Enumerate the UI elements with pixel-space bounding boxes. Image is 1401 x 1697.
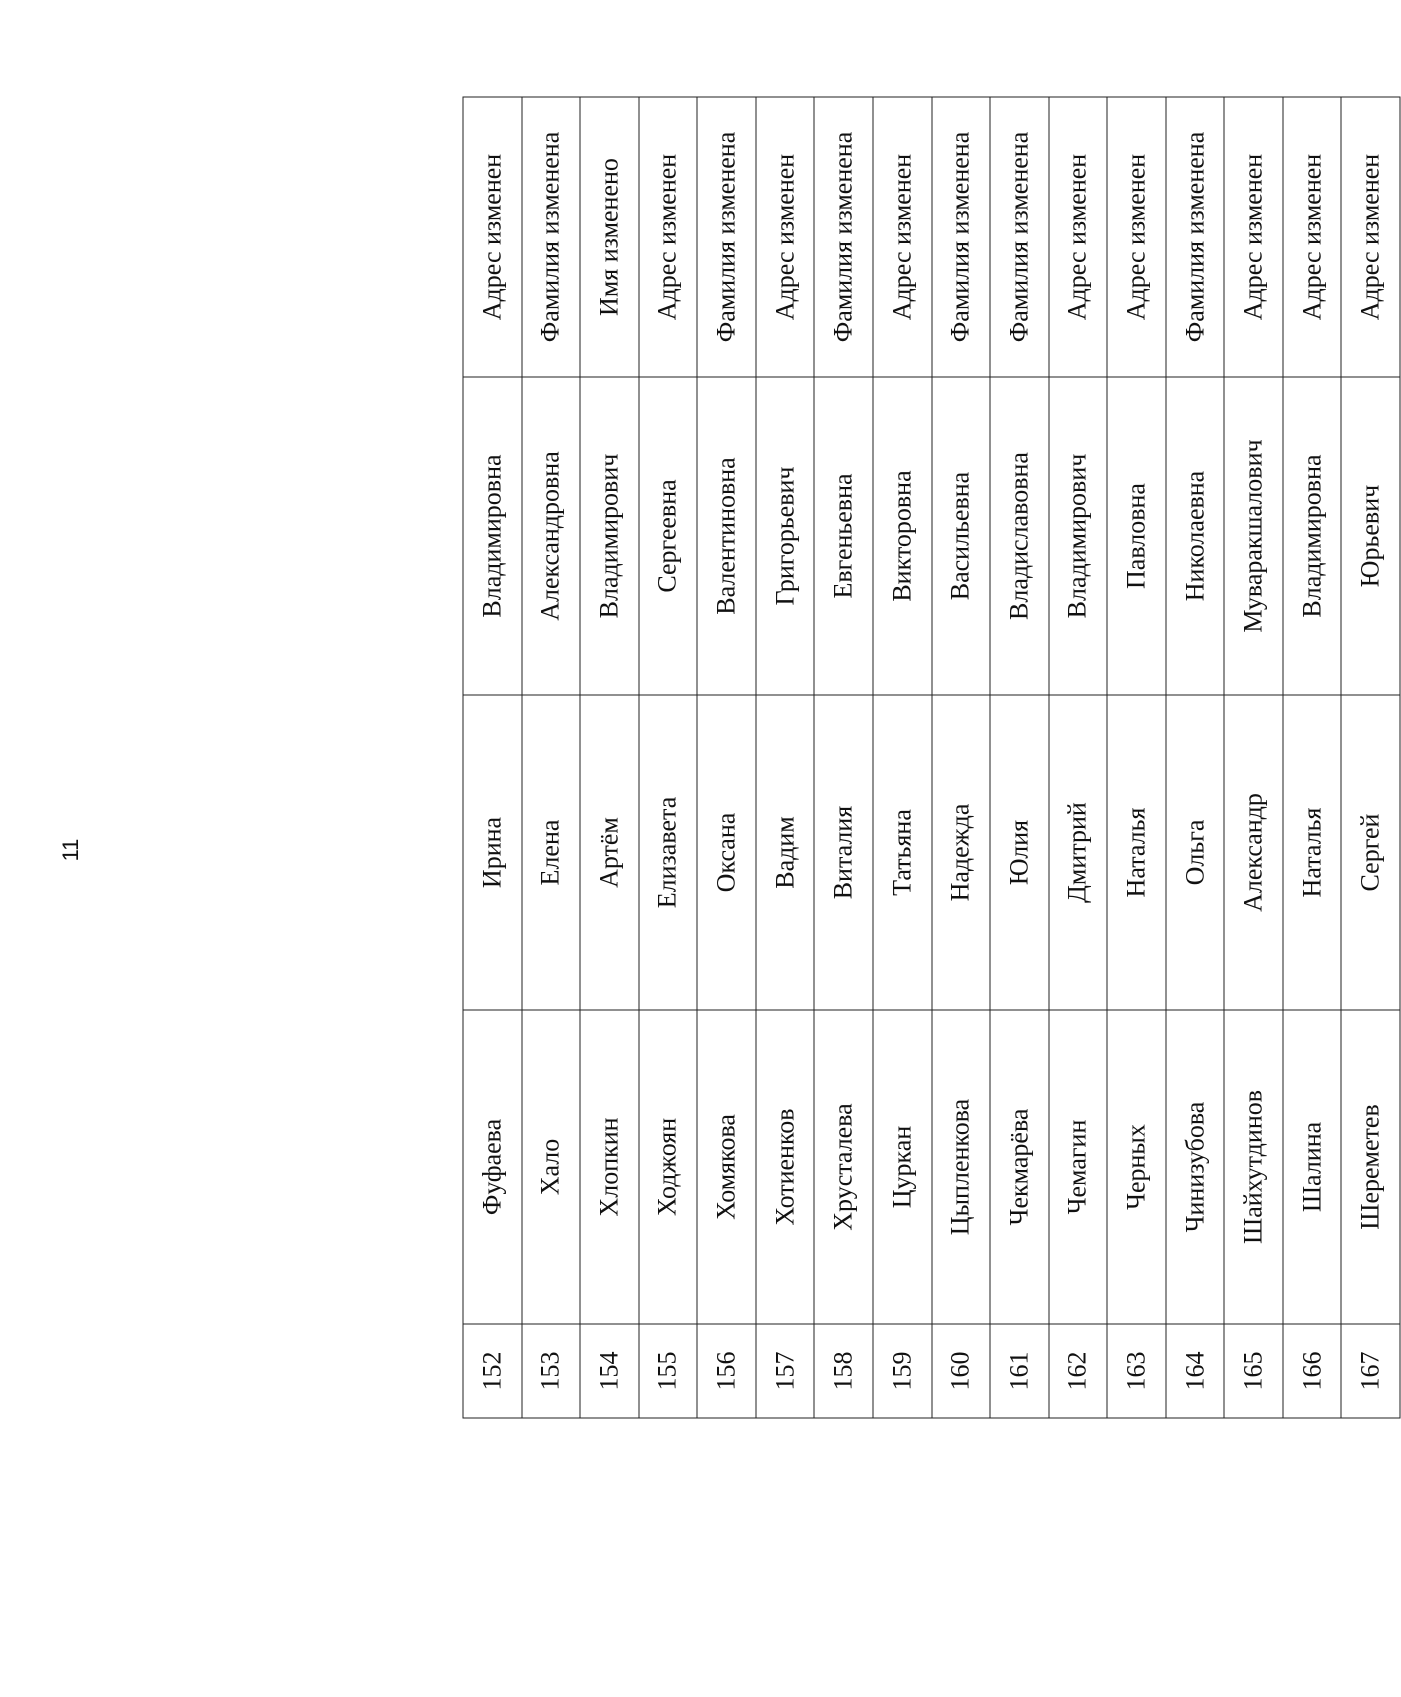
row-number-cell: 154 [580, 1324, 639, 1418]
first-name-cell: Оксана [697, 695, 756, 1010]
change-status-cell: Адрес изменен [639, 97, 698, 377]
table-row [1049, 97, 1108, 1418]
change-status-cell: Фамилия изменена [697, 97, 756, 377]
surname-cell: Ходжоян [639, 1010, 698, 1324]
change-status-cell: Имя изменено [580, 97, 639, 377]
patronymic-cell: Николаевна [1166, 377, 1225, 695]
patronymic-cell: Владиславовна [990, 377, 1049, 695]
first-name-cell: Виталия [814, 695, 873, 1010]
first-name-cell: Артём [580, 695, 639, 1010]
change-status-cell: Фамилия изменена [1166, 97, 1225, 377]
table-row [932, 97, 991, 1418]
table-row [463, 97, 522, 1418]
first-name-cell: Ирина [463, 695, 522, 1010]
table-row [990, 97, 1049, 1418]
patronymic-cell: Владимировна [1283, 377, 1342, 695]
change-status-cell: Адрес изменен [873, 97, 932, 377]
table-row [639, 97, 698, 1418]
change-status-cell: Фамилия изменена [932, 97, 991, 377]
patronymic-cell: Александровна [522, 377, 581, 695]
surname-cell: Хлопкин [580, 1010, 639, 1324]
patronymic-cell: Валентиновна [697, 377, 756, 695]
patronymic-cell: Викторовна [873, 377, 932, 695]
table-row [873, 97, 932, 1418]
patronymic-cell: Владимирович [1049, 377, 1108, 695]
table-row [814, 97, 873, 1418]
patronymic-cell: Владимировна [463, 377, 522, 695]
table-row [522, 97, 581, 1418]
row-number-cell: 155 [639, 1324, 698, 1418]
change-status-cell: Адрес изменен [1107, 97, 1166, 377]
table-row [1341, 97, 1400, 1418]
surname-cell: Шалина [1283, 1010, 1342, 1324]
first-name-cell: Дмитрий [1049, 695, 1108, 1010]
row-number-cell: 162 [1049, 1324, 1108, 1418]
change-status-cell: Адрес изменен [1341, 97, 1400, 377]
change-status-cell: Адрес изменен [1049, 97, 1108, 377]
row-number-cell: 153 [522, 1324, 581, 1418]
first-name-cell: Надежда [932, 695, 991, 1010]
surname-cell: Цыпленкова [932, 1010, 991, 1324]
patronymic-cell: Григорьевич [756, 377, 815, 695]
row-number-cell: 164 [1166, 1324, 1225, 1418]
row-number-cell: 165 [1224, 1324, 1283, 1418]
surname-cell: Фуфаева [463, 1010, 522, 1324]
row-number-cell: 157 [756, 1324, 815, 1418]
surname-cell: Хрусталева [814, 1010, 873, 1324]
first-name-cell: Вадим [756, 695, 815, 1010]
first-name-cell: Ольга [1166, 695, 1225, 1010]
row-number-cell: 156 [697, 1324, 756, 1418]
surname-cell: Цуркан [873, 1010, 932, 1324]
first-name-cell: Наталья [1283, 695, 1342, 1010]
first-name-cell: Татьяна [873, 695, 932, 1010]
row-number-cell: 160 [932, 1324, 991, 1418]
table-row [1283, 97, 1342, 1418]
surname-cell: Хало [522, 1010, 581, 1324]
surname-cell: Шереметев [1341, 1010, 1400, 1324]
table-row [580, 97, 639, 1418]
table-row [1166, 97, 1225, 1418]
first-name-cell: Юлия [990, 695, 1049, 1010]
change-status-cell: Адрес изменен [1283, 97, 1342, 377]
change-status-cell: Адрес изменен [1224, 97, 1283, 377]
row-number-cell: 163 [1107, 1324, 1166, 1418]
change-status-cell: Фамилия изменена [990, 97, 1049, 377]
patronymic-cell: Евгеньевна [814, 377, 873, 695]
change-status-cell: Адрес изменен [756, 97, 815, 377]
surname-cell: Черных [1107, 1010, 1166, 1324]
table-row [756, 97, 815, 1418]
surname-cell: Чекмарёва [990, 1010, 1049, 1324]
patronymic-cell: Владимирович [580, 377, 639, 695]
first-name-cell: Елизавета [639, 695, 698, 1010]
row-number-cell: 161 [990, 1324, 1049, 1418]
row-number-cell: 152 [463, 1324, 522, 1418]
patronymic-cell: Юрьевич [1341, 377, 1400, 695]
change-status-cell: Адрес изменен [463, 97, 522, 377]
register-table-wrapper [463, 98, 1401, 1419]
register-table [463, 97, 1401, 1419]
patronymic-cell: Павловна [1107, 377, 1166, 695]
patronymic-cell: Сергеевна [639, 377, 698, 695]
first-name-cell: Сергей [1341, 695, 1400, 1010]
change-status-cell: Фамилия изменена [814, 97, 873, 377]
page-number: 11 [58, 838, 83, 862]
row-number-cell: 158 [814, 1324, 873, 1418]
patronymic-cell: Васильевна [932, 377, 991, 695]
surname-cell: Хотиенков [756, 1010, 815, 1324]
first-name-cell: Наталья [1107, 695, 1166, 1010]
row-number-cell: 159 [873, 1324, 932, 1418]
first-name-cell: Елена [522, 695, 581, 1010]
table-row [1224, 97, 1283, 1418]
row-number-cell: 166 [1283, 1324, 1342, 1418]
row-number-cell: 167 [1341, 1324, 1400, 1418]
table-row [697, 97, 756, 1418]
surname-cell: Хомякова [697, 1010, 756, 1324]
register-table-body [463, 97, 1400, 1418]
surname-cell: Шайхутдинов [1224, 1010, 1283, 1324]
first-name-cell: Александр [1224, 695, 1283, 1010]
surname-cell: Чемагин [1049, 1010, 1108, 1324]
table-row [1107, 97, 1166, 1418]
change-status-cell: Фамилия изменена [522, 97, 581, 377]
patronymic-cell: Муваракшалович [1224, 377, 1283, 695]
surname-cell: Чинизубова [1166, 1010, 1225, 1324]
